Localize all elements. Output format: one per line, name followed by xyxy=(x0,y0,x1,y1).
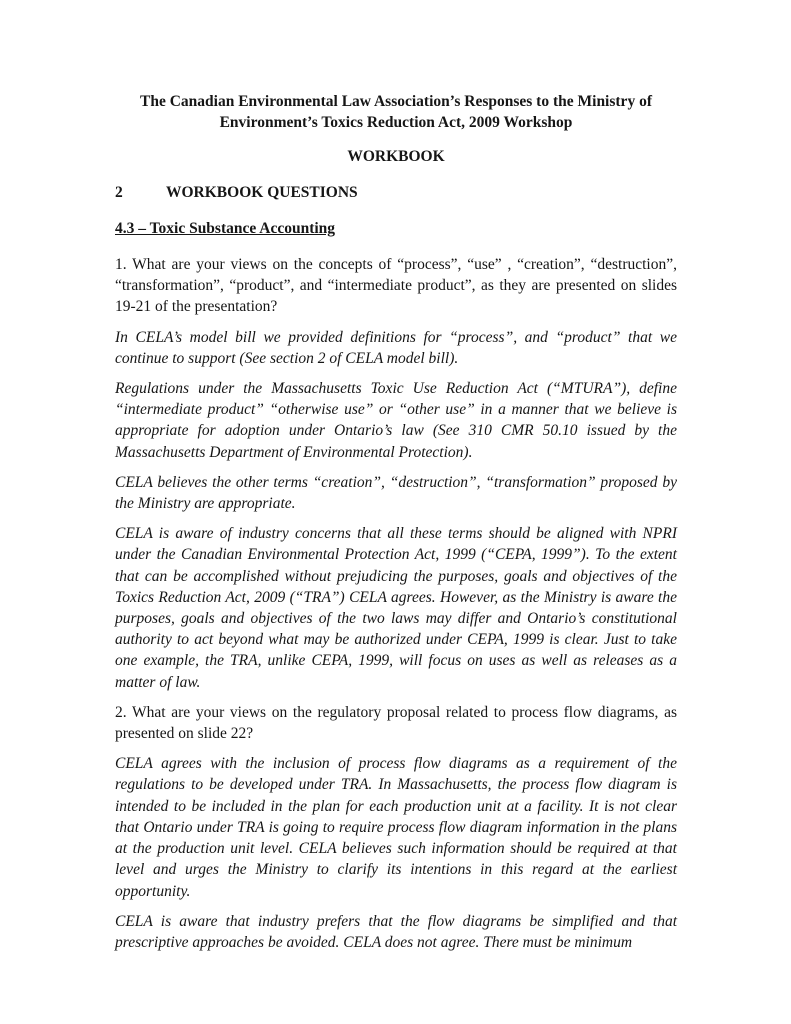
section-heading-label: WORKBOOK QUESTIONS xyxy=(166,183,358,201)
answer-paragraph: CELA believes the other terms “creation”, “destruction”, “transformation” proposed by the Ministry are appropriate. xyxy=(115,473,677,513)
question-paragraph: 2. What are your views on the regulatory proposal related to process flow diagrams, as presented on slide 22? xyxy=(115,703,677,743)
answer-paragraph: CELA is aware of industry concerns that all these terms should be aligned with NPRI under the Canadian Environmental Protection Act, 1999 (“CEPA, 1999”). To the extent that can be accomplished without prejudicing the purposes, goals and objectives of the Toxics Reduction Act, 2009 (“TRA”) CELA agrees. However, as the Ministry is aware the purposes, goals and objectives of the two laws may differ and Ontario’s constitutional authority to act beyond what may be authorized under CEPA, 1999 is clear. Just to take one example, the TRA, unlike CEPA, 1999, will focus on uses as well as releases as a matter of law. xyxy=(115,525,677,691)
answer-paragraph: Regulations under the Massachusetts Toxic Use Reduction Act (“MTURA”), define “intermediate product” “otherwise use” or “other use” in a manner that we believe is appropriate for adoption under Ontario’s law (See 310 CMR 50.10 issued by the Massachusetts Department of Environmental Protection). xyxy=(115,380,677,461)
answer-paragraph: CELA is aware that industry prefers that the flow diagrams be simplified and that prescriptive approaches be avoided. CELA does not agree. There must be minimum xyxy=(115,912,677,951)
question-paragraph: 1. What are your views on the concepts of “process”, “use” , “creation”, “destruction”, “transformation”, “product”, and “intermediate product”, as they are presented on slides 19-21 of the presentation? xyxy=(115,256,677,316)
document-content xyxy=(115,91,677,962)
answer-paragraph: In CELA’s model bill we provided definitions for “process”, and “product” that we continue to support (See section 2 of CELA model bill). xyxy=(115,328,677,367)
document-subtitle: WORKBOOK xyxy=(347,148,445,166)
section-heading xyxy=(115,182,677,203)
answer-paragraph: CELA agrees with the inclusion of process flow diagrams as a requirement of the regulations to be developed under TRA. In Massachusetts, the process flow diagram is intended to be included in the plan for each production unit at a facility. It is not clear that Ontario under TRA is going to require process flow diagram information in the plans at the production unit level. CELA believes such information should be required at that level and urges the Ministry to clarify its intentions in this regard at the earliest opportunity. xyxy=(115,755,677,900)
document-title: The Canadian Environmental Law Association’s Responses to the Ministry of Environment’s Toxics Reduction Act, 2009 Workshop xyxy=(140,93,652,132)
subsection-heading: 4.3 – Toxic Substance Accounting xyxy=(115,219,336,237)
section-number: 2 xyxy=(115,183,123,201)
